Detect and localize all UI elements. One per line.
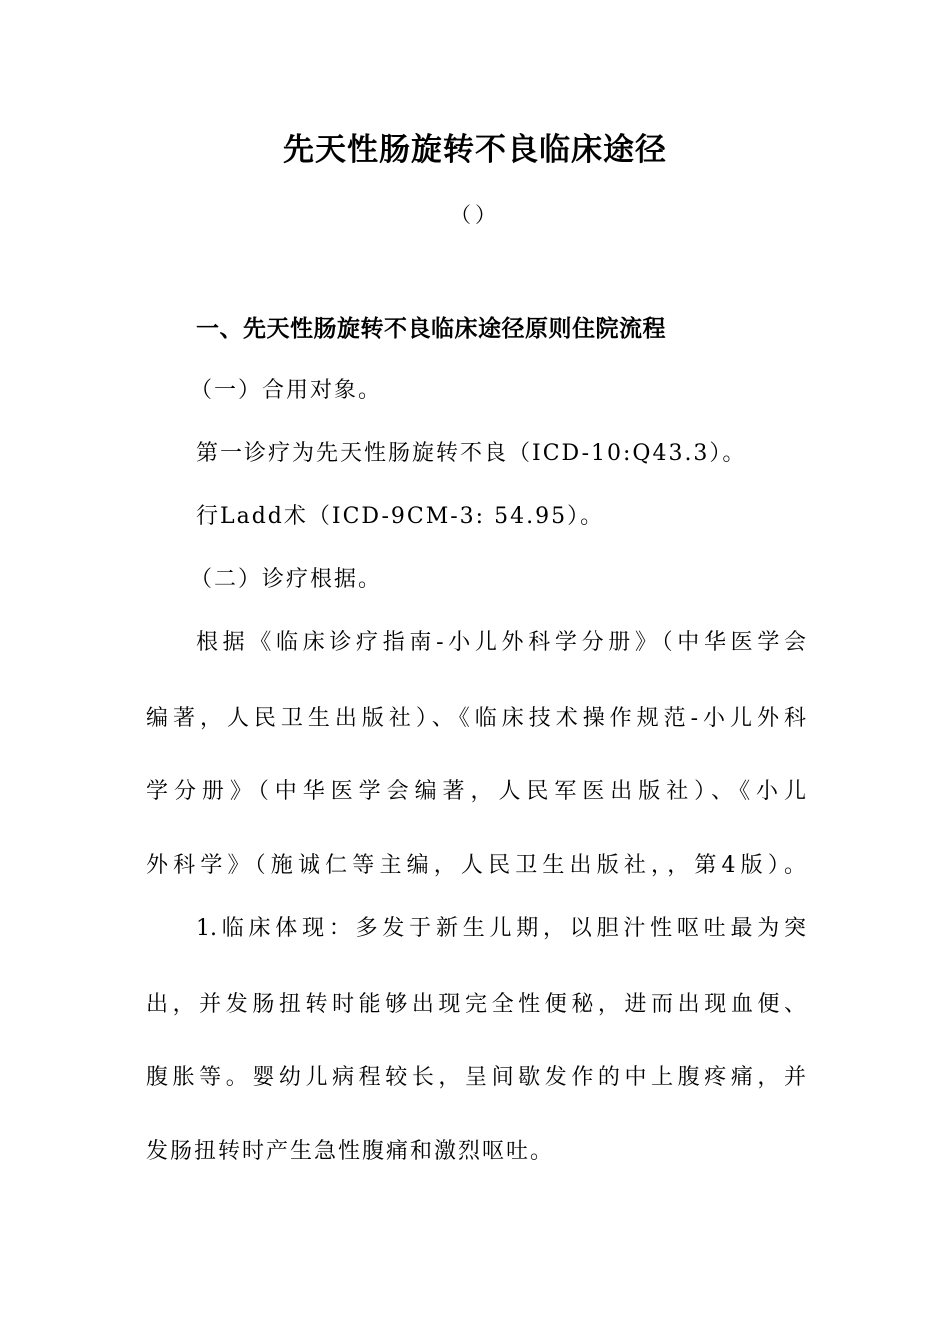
document-title: 先天性肠旋转不良临床途径 <box>283 132 667 168</box>
section-1-heading: 一、先天性肠旋转不良临床途径原则住院流程 <box>196 316 666 342</box>
basis-line-4: 外科学》（施诚仁等主编，人民卫生出版社，，第4版）。 <box>146 853 806 878</box>
basis-line-1: 根据《临床诊疗指南-小儿外科学分册》（中华医学会 <box>196 630 806 655</box>
basis-line-3: 学分册》（中华医学会编著，人民军医出版社）、《小儿 <box>146 779 806 804</box>
clinical-line-4: 发肠扭转时产生急性腹痛和激烈呕吐。 <box>146 1139 555 1164</box>
diagnosis-line: 第一诊疗为先天性肠旋转不良（ICD-10:Q43.3）。 <box>196 441 747 466</box>
basis-line-2: 编著，人民卫生出版社）、《临床技术操作规范-小儿外科 <box>146 706 806 731</box>
clinical-line-2: 出，并发肠扭转时能够出现完全性便秘，进而出现血便、 <box>146 992 806 1017</box>
document-subtitle: （） <box>450 203 500 227</box>
clinical-line-3: 腹胀等。婴幼儿病程较长，呈间歇发作的中上腹疼痛，并 <box>146 1065 806 1090</box>
subsection-2-heading: （二）诊疗根据。 <box>190 567 383 592</box>
subsection-1-heading: （一）合用对象。 <box>190 378 383 403</box>
procedure-line: 行Ladd术（ICD-9CM-3: 54.95）。 <box>196 504 605 529</box>
clinical-line-1: 1.临床体现：多发于新生儿期，以胆汁性呕吐最为突 <box>196 916 806 941</box>
